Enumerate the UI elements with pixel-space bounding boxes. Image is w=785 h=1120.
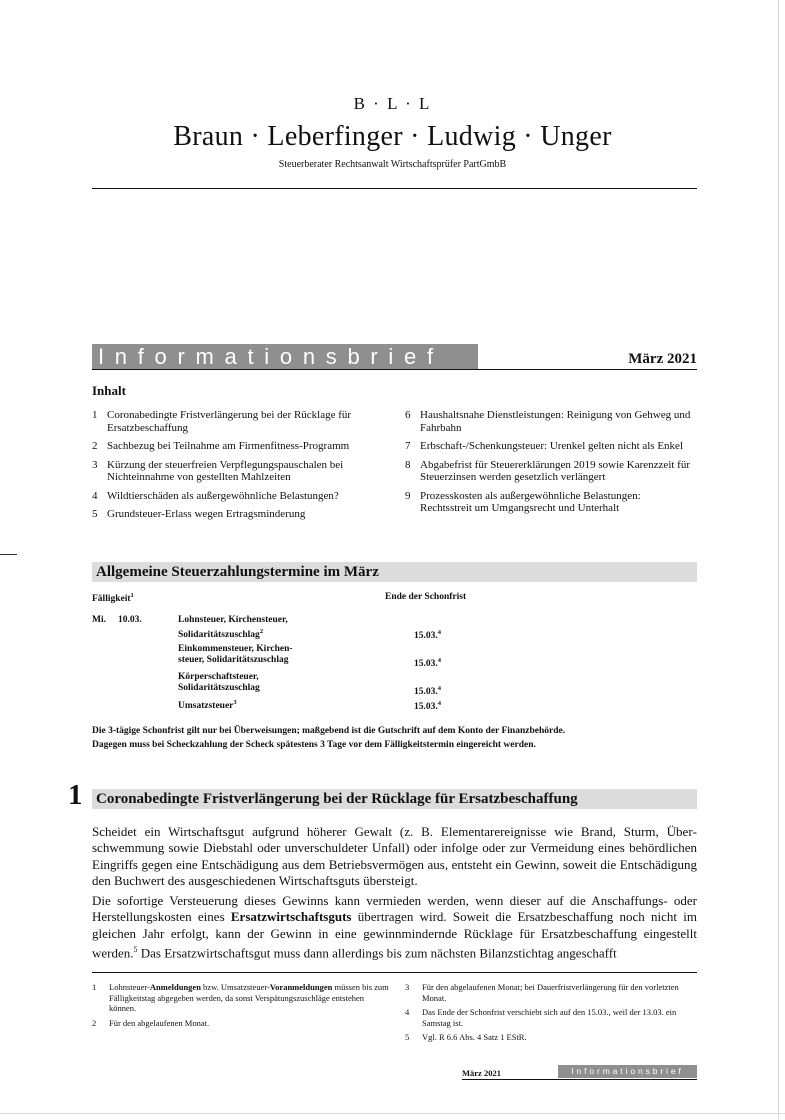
footnote: 1 Lohnsteuer-Anmeldungen bzw. Umsatzsteuer-Voranmeldungen müssen bis zum Fälligkeitstag abgegeben werden, da sonst Verspätungszuschläge entstehen können. xyxy=(92,982,389,1013)
grace-date: 15.03.$^4$ xyxy=(414,657,441,670)
grace-column-header: Ende der Schonfrist xyxy=(385,592,467,602)
issue-date: März 2021 xyxy=(628,351,697,367)
tax-type: Umsatzsteuer$^3$ xyxy=(178,699,237,712)
toc-item[interactable]: 5 Grundsteuer-Erlass wegen Ertragsminderung xyxy=(92,508,306,520)
toc-item[interactable]: 6 Haushaltsnahe Dienstleistungen: Reinigung von Gehweg und Fahrbahn xyxy=(405,409,691,434)
tax-type: Lohnsteuer, Kirchensteuer, Solidaritätszuschlag$^2$ xyxy=(178,615,288,641)
toc-item[interactable]: 4 Wildtierschäden als außergewöhnliche Belastungen? xyxy=(92,489,339,502)
due-day: Mi. xyxy=(92,615,106,625)
toc-item[interactable]: 9 Prozesskosten als außergewöhnliche Belastungen: Rechtsstreit um Umgangsrecht und Unterhalt xyxy=(405,489,641,514)
footnote: 2 Für den abgelaufenen Monat. xyxy=(92,1017,210,1028)
tax-type: Körperschaftsteuer, Solidaritätszuschlag xyxy=(178,672,260,693)
tax-dates-heading: Allgemeine Steuerzahlungstermine im März xyxy=(92,562,697,582)
footnote: 5 Vgl. R 6.6 Abs. 4 Satz 1 EStR. xyxy=(405,1032,527,1042)
section-number: 1 xyxy=(68,779,83,811)
grace-date: 15.03.$^4$ xyxy=(414,629,441,642)
toc-item[interactable]: 2 Sachbezug bei Teilnahme am Firmenfitness-Programm xyxy=(92,440,350,452)
grace-date: 15.03.$^4$ xyxy=(414,700,441,713)
footer-date: März 2021 xyxy=(462,1068,501,1078)
footnotes-right xyxy=(405,982,697,1047)
grace-date: 15.03.$^4$ xyxy=(414,685,441,698)
fold-mark xyxy=(0,554,17,555)
toc-item[interactable]: 1 Coronabedingte Fristverlängerung bei der Rücklage für Ersatzbeschaffung xyxy=(92,409,352,434)
footnotes-left xyxy=(92,982,392,1032)
schonfrist-note: Die 3-tägige Schonfrist gilt nur bei Überweisungen; maßgebend ist die Gutschrift auf dem Konto der Finanzbehörde. Dagegen muss bei Scheckzahlung der Scheck spätestens 3 Tage vor dem Fälligkeitstermin eingereicht werden. xyxy=(92,726,566,750)
header-rule xyxy=(92,188,697,189)
banner-rule xyxy=(92,369,697,370)
toc-item[interactable]: 7 Erbschaft-/Schenkungsteuer: Urenkel gelten nicht als Enkel xyxy=(405,440,683,452)
footnote: 4 Das Ende der Schonfrist verschiebt sich auf den 15.03., weil der 13.03. ein Samstag ist. xyxy=(405,1007,677,1028)
footnote-rule xyxy=(92,972,697,973)
section-1-paragraph-2: Die sofortige Versteuerung dieses Gewinns kann vermieden werden, wenn dieser auf die Anschaffungs- oder Herstellungskosten eines Ersatzwirtschaftsguts übertragen wird. Soweit die Ersatzbeschaffung noch nicht im gleichen Jahr erfolgt, kann der Gewinn in eine gewinnmindernde Rücklage für Ersatzbeschaffung eingestellt werden.$^5$ Das Ersatzwirtschaftsgut muss dann allerdings bis zum nächsten Bilanzstichtag angeschafft xyxy=(92,893,697,961)
section-1-heading: Coronabedingte Fristverlängerung bei der Rücklage für Ersatzbeschaffung xyxy=(92,789,697,809)
firm-name: Braun · Leberfinger · Ludwig · Unger xyxy=(173,121,612,152)
due-column-header: Fälligkeit$^1$ xyxy=(92,592,134,605)
footnote: 3 Für den abgelaufenen Monat; bei Dauerfristverlängerung für den vorletzten Monat. xyxy=(405,982,679,1003)
page-edge-bottom xyxy=(0,1113,785,1114)
footer-rule xyxy=(462,1079,697,1080)
toc-heading: Inhalt xyxy=(92,383,126,398)
due-date: 10.03. xyxy=(118,615,142,625)
toc-left-column xyxy=(92,409,392,527)
footer-label: Informationsbrief xyxy=(558,1065,697,1078)
toc-item[interactable]: 3 Kürzung der steuerfreien Verpflegungspauschalen bei Nichteinnahme von gestellten Mahlzeiten xyxy=(92,458,344,483)
tax-type: Einkommensteuer, Kirchen- steuer, Solidaritätszuschlag xyxy=(178,644,293,665)
firm-abbreviation: B · L · L xyxy=(353,94,432,113)
toc-item[interactable]: 8 Abgabefrist für Steuererklärungen 2019 sowie Karenzzeit für Steuerzinsen werden gesetzlich verlängert xyxy=(405,458,691,483)
section-1-paragraph-1: Scheidet ein Wirtschaftsgut aufgrund höherer Gewalt (z. B. Elementarereignisse wie Brand, Sturm, Überschwemmung sowie Diebstahl oder unverschuldeter Unfall) oder infolge oder zur Vermeidung eines behördlichen Eingriffs gegen eine Entschädigung aus dem Betriebsvermögen aus, entsteht ein Gewinn, soweit die Entschädigung den Buchwert des ausgeschiedenen Wirtschaftsguts übersteigt. xyxy=(92,824,697,888)
toc-right-column xyxy=(405,409,695,521)
firm-subtitle: Steuerberater Rechtsanwalt Wirtschaftsprüfer PartGmbB xyxy=(278,159,507,170)
informationsbrief-banner: Informationsbrief xyxy=(92,344,478,369)
